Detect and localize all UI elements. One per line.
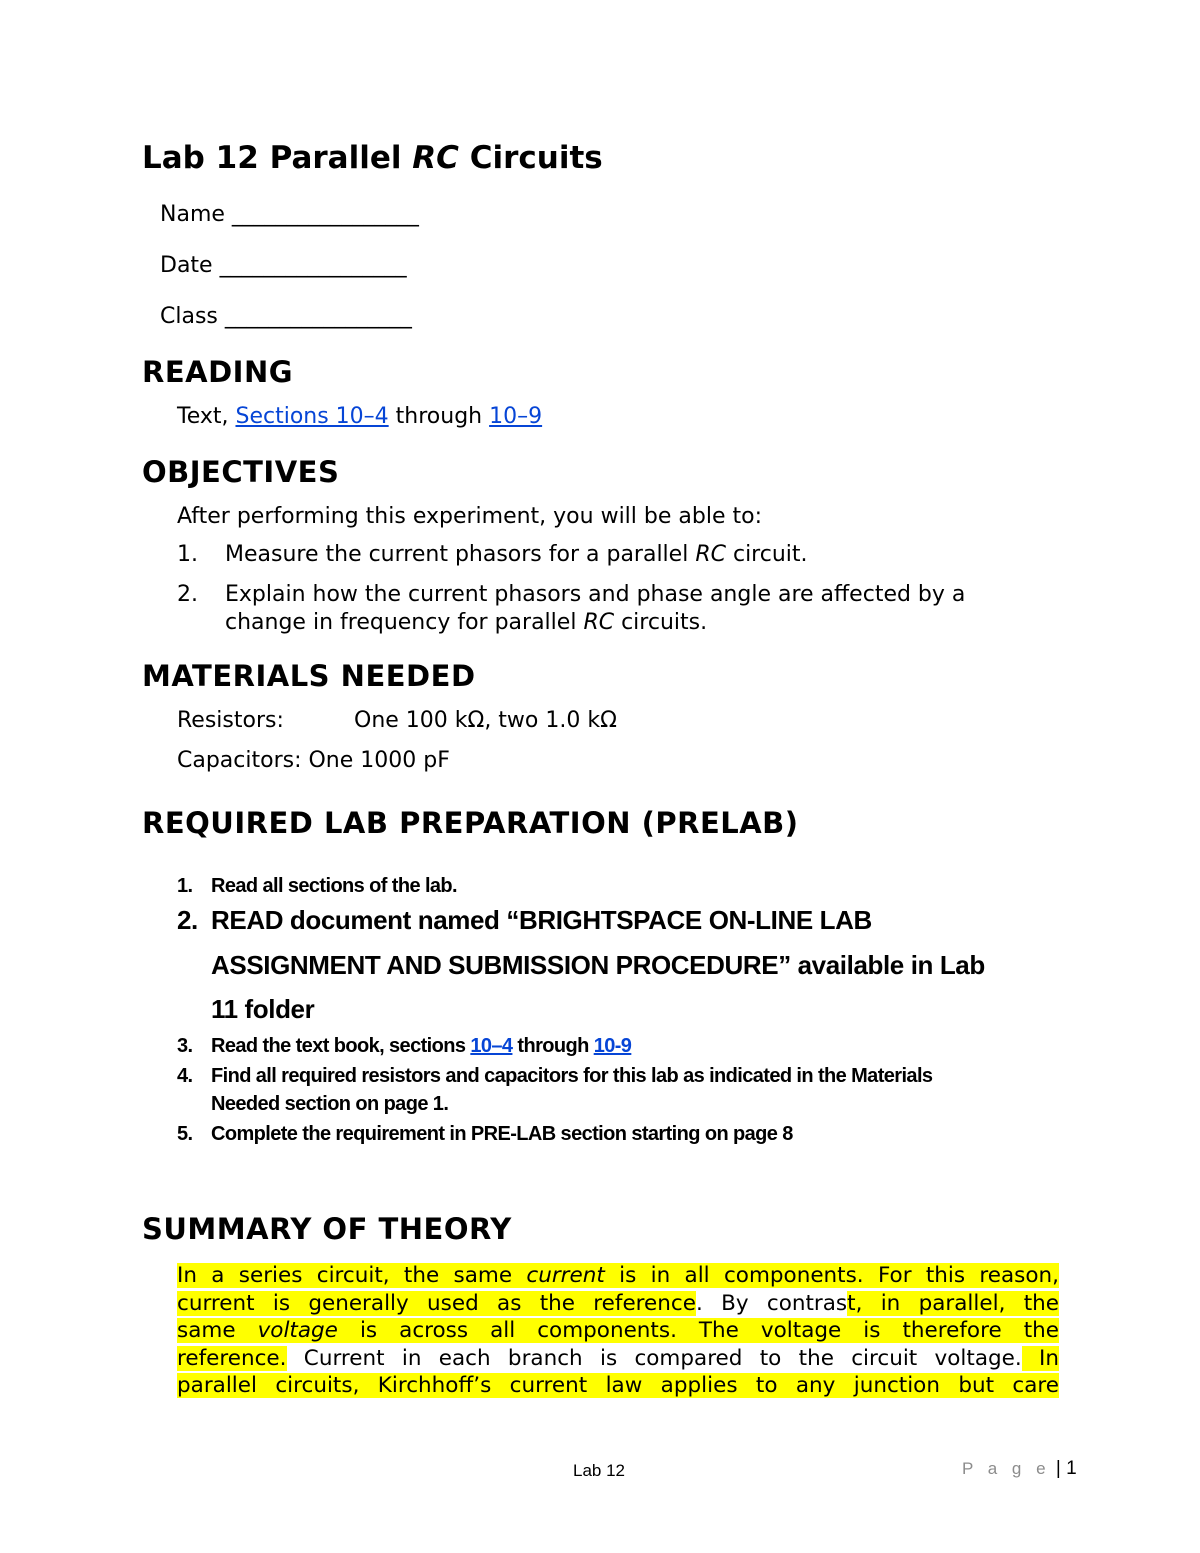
section-link[interactable]: 10–4	[470, 1035, 513, 1057]
objective-text: Explain how the current phasors and phase angle are affected by a	[225, 582, 966, 607]
class-field[interactable]	[160, 304, 412, 329]
theory-line	[177, 1290, 1059, 1318]
sections-link[interactable]: Sections 10–4	[235, 404, 389, 429]
resistors-value: One 100 kΩ, two 1.0 kΩ	[354, 708, 617, 733]
prelab-heading: REQUIRED LAB PREPARATION (PRELAB)	[142, 806, 799, 840]
section-end-link[interactable]: 10-9	[593, 1035, 632, 1057]
theory-italic: voltage	[257, 1318, 338, 1344]
field-label: Date	[160, 253, 213, 278]
resistors-label: Resistors:	[177, 708, 284, 733]
prelab-item	[177, 875, 457, 898]
theory-text: , in parallel, the	[855, 1290, 1059, 1316]
theory-italic: current	[526, 1263, 605, 1288]
list-number: 4.	[177, 1065, 193, 1087]
reading-heading: READING	[142, 355, 294, 389]
prelab-text: Read the text book, sections	[211, 1035, 471, 1057]
capacitors-line: Capacitors: One 1000 pF	[177, 748, 450, 773]
prelab-text: Find all required resistors and capacitors for this lab as indicated in the Materials	[211, 1065, 933, 1087]
theory-text: In a series circuit, the same	[177, 1263, 527, 1288]
objective-text: change in frequency for parallel	[225, 610, 584, 635]
title-italic: RC	[412, 140, 459, 176]
prelab-item	[177, 1035, 631, 1058]
reading-prefix: Text,	[177, 404, 236, 429]
theory-text: reference.	[177, 1345, 287, 1371]
page-separator: |	[1050, 1458, 1067, 1479]
theory-paragraph	[177, 1262, 1059, 1400]
theory-text: parallel circuits, Kirchhoff’s current law applies to any junction but care	[177, 1373, 1059, 1399]
prelab-item	[177, 1065, 932, 1088]
prelab-text: READ document named “BRIGHTSPACE ON-LINE LAB	[211, 905, 872, 935]
prelab-item-continued: 11 folder	[211, 994, 315, 1024]
field-blank[interactable]: _________________	[231, 202, 419, 227]
prelab-text-mid: through	[512, 1035, 594, 1057]
reading-text	[177, 404, 542, 429]
list-number: 5.	[177, 1123, 193, 1145]
field-blank[interactable]: _________________	[219, 253, 407, 278]
prelab-text: Read all sections of the lab.	[211, 875, 457, 897]
objective-item	[177, 542, 808, 567]
list-number: 1.	[177, 875, 193, 897]
theory-text: t	[847, 1290, 856, 1316]
title-text-end: Circuits	[458, 140, 603, 176]
field-label: Class	[160, 304, 218, 329]
field-blank[interactable]: _________________	[224, 304, 412, 329]
list-number: 1.	[177, 542, 198, 567]
theory-heading: SUMMARY OF THEORY	[142, 1212, 512, 1246]
resistors-line	[177, 708, 617, 733]
objective-text-end: circuit.	[725, 542, 808, 567]
theory-line	[177, 1317, 1059, 1345]
field-label: Name	[160, 202, 225, 227]
objective-item	[177, 582, 965, 607]
objective-italic: RC	[583, 610, 615, 635]
theory-text: same	[177, 1318, 258, 1344]
footer-title: Lab 12	[573, 1461, 625, 1480]
objectives-heading: OBJECTIVES	[142, 455, 340, 489]
date-field[interactable]	[160, 253, 407, 278]
theory-text: is across all components. The voltage is therefore the	[337, 1318, 1059, 1344]
list-number: 3.	[177, 1035, 193, 1057]
prelab-item-continued: Needed section on page 1.	[211, 1093, 449, 1115]
prelab-item-continued: ASSIGNMENT AND SUBMISSION PROCEDURE” available in Lab	[211, 950, 985, 980]
theory-line	[177, 1262, 1059, 1290]
prelab-item	[177, 1123, 793, 1146]
prelab-item	[177, 905, 872, 936]
section-end-link[interactable]: 10–9	[489, 404, 543, 429]
objective-italic: RC	[695, 542, 726, 567]
list-number: 2.	[177, 582, 198, 607]
page-word: P a g e	[962, 1459, 1051, 1478]
prelab-text: Complete the requirement in PRE-LAB section starting on page 8	[211, 1123, 793, 1145]
materials-heading: MATERIALS NEEDED	[142, 659, 476, 693]
reading-mid: through	[388, 404, 490, 429]
theory-line	[177, 1345, 1059, 1373]
page-number	[962, 1458, 1077, 1480]
page-title	[142, 140, 603, 176]
objective-item-continued	[225, 610, 707, 635]
name-field[interactable]	[160, 202, 419, 227]
list-number: 2.	[177, 905, 198, 935]
objective-text-end: circuits.	[614, 610, 708, 635]
theory-text: In	[1021, 1345, 1059, 1371]
theory-text: is in all components. For this reason,	[604, 1263, 1059, 1288]
objective-text: Measure the current phasors for a parallel	[225, 542, 696, 567]
theory-line	[177, 1372, 1059, 1400]
page-number-value: 1	[1066, 1458, 1077, 1479]
title-text: Lab 12 Parallel	[142, 140, 413, 176]
objectives-intro: After performing this experiment, you will be able to:	[177, 504, 762, 529]
theory-text: current is generally used as the reference	[177, 1290, 696, 1316]
theory-text: Current in each branch is compared to the circuit voltage.	[286, 1345, 1022, 1371]
theory-text: . By contras	[695, 1290, 848, 1316]
